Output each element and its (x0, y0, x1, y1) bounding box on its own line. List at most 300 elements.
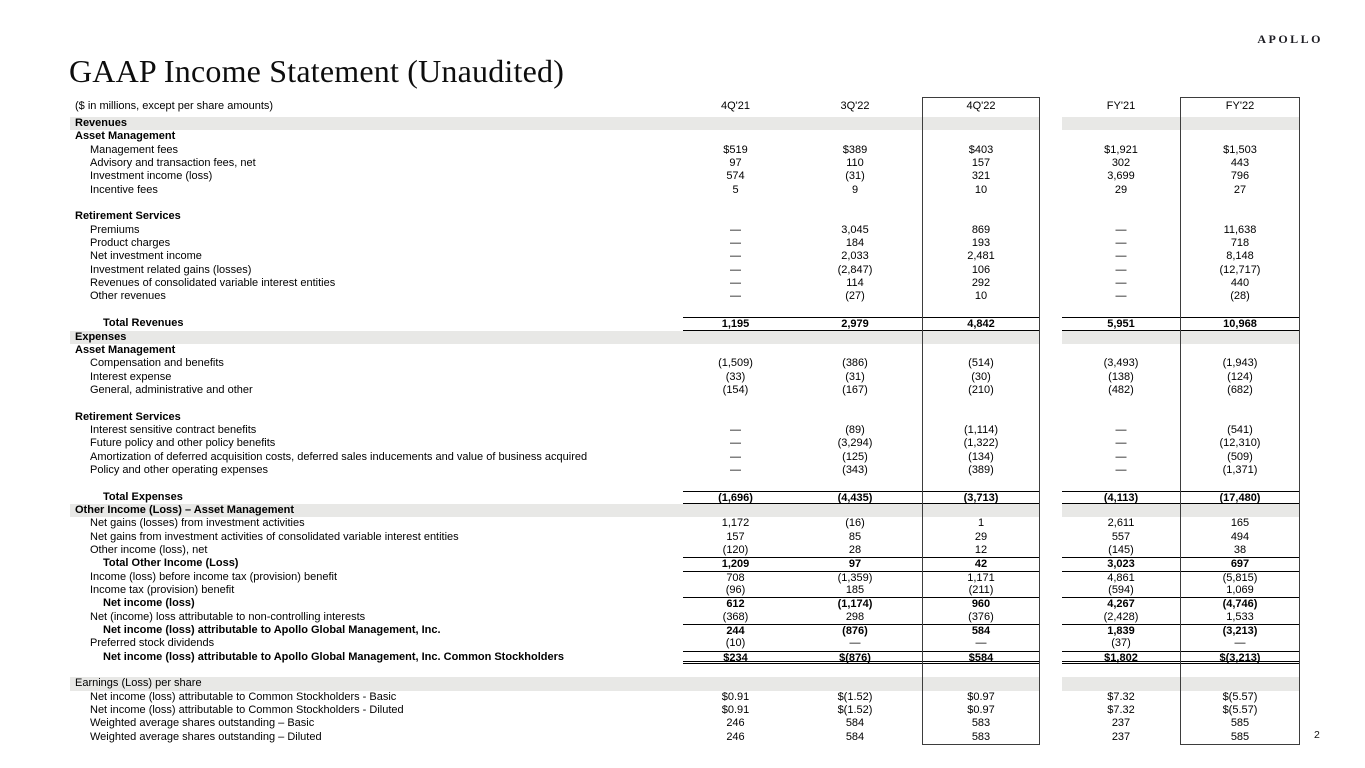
row-label: Future policy and other policy benefits (90, 437, 276, 450)
value-cell: (17,480) (1219, 491, 1261, 504)
row-label: Asset Management (75, 343, 176, 356)
value-cell: (1,943) (1222, 357, 1258, 370)
value-cell (922, 397, 1040, 410)
value-cell (1062, 677, 1180, 690)
quarter-value-group (683, 264, 1040, 277)
value-cell: (10) (725, 637, 746, 650)
value-cell: 237 (1111, 717, 1131, 730)
fy-value-group (1062, 384, 1300, 397)
value-cell (788, 197, 922, 210)
value-cell: — (1115, 290, 1127, 303)
column-gap (1040, 250, 1062, 263)
value-cell: (1,509) (718, 357, 753, 370)
table-row (70, 491, 1300, 504)
value-cell: (514) (968, 357, 994, 370)
row-label: Weighted average shares outstanding – Basic (90, 717, 315, 730)
apollo-logo: APOLLO (1257, 32, 1323, 46)
column-gap (1040, 210, 1062, 223)
value-cell (1180, 344, 1300, 357)
column-gap (1040, 97, 1062, 117)
row-label: Other revenues (90, 290, 166, 303)
table-row (70, 691, 1300, 704)
quarter-value-group (683, 477, 1040, 490)
value-cell: $584 (968, 651, 994, 664)
value-cell: 12 (974, 544, 988, 556)
value-cell: 298 (845, 610, 865, 623)
value-cell: (1,696) (718, 491, 753, 504)
value-cell (1180, 664, 1300, 677)
value-cell: (167) (842, 383, 868, 396)
column-gap (1040, 384, 1062, 397)
unit-note: ($ in millions, except per share amounts) (75, 100, 274, 112)
fy-value-group (1062, 184, 1300, 197)
column-gap (1040, 704, 1062, 717)
quarter-value-group (683, 224, 1040, 237)
value-cell: 1,839 (1107, 625, 1135, 638)
row-label: Net (income) loss attributable to non-controlling interests (90, 610, 366, 623)
value-cell: (389) (968, 463, 994, 476)
row-label: Other income (loss), net (90, 544, 208, 556)
value-cell (788, 677, 922, 690)
value-cell: 2,611 (1107, 517, 1135, 530)
value-cell: (2,847) (837, 263, 873, 276)
column-gap (1040, 677, 1062, 690)
quarter-value-group (683, 544, 1040, 557)
value-cell: (3,713) (963, 491, 999, 504)
value-cell: — (849, 637, 861, 650)
value-cell: — (1115, 250, 1127, 263)
value-cell: — (1115, 277, 1127, 290)
fy-value-group (1062, 157, 1300, 170)
value-cell: 193 (971, 237, 991, 250)
quarter-value-group (683, 704, 1040, 717)
value-cell (1062, 210, 1180, 223)
value-cell: 585 (1230, 730, 1250, 743)
value-cell: (4,435) (837, 491, 873, 504)
value-cell: (368) (722, 610, 749, 623)
value-cell (1062, 344, 1180, 357)
quarter-value-group (683, 651, 1040, 664)
value-cell (922, 117, 1040, 130)
value-cell: — (1115, 237, 1127, 250)
row-label: Weighted average shares outstanding – Diluted (90, 730, 322, 743)
table-row (70, 517, 1300, 530)
fy-value-group (1062, 651, 1300, 664)
value-cell: — (1115, 437, 1127, 450)
table-row (70, 184, 1300, 197)
row-label: Expenses (70, 331, 683, 344)
value-cell (788, 117, 922, 130)
value-cell: (96) (725, 584, 746, 597)
value-cell: 4,267 (1107, 598, 1135, 611)
row-label: Net investment income (90, 250, 202, 263)
value-cell: (5,815) (1222, 571, 1258, 584)
column-gap (1040, 331, 1062, 344)
value-cell: 246 (726, 717, 745, 730)
value-cell (788, 664, 922, 677)
value-cell: (682) (1227, 383, 1253, 396)
table-row (70, 371, 1300, 384)
quarter-value-group (683, 397, 1040, 410)
value-cell: (12,310) (1219, 437, 1261, 450)
value-cell: (27) (845, 290, 865, 303)
fy-value-group (1062, 451, 1300, 464)
column-gap (1040, 264, 1062, 277)
quarter-value-group (683, 144, 1040, 157)
value-cell: — (1115, 450, 1127, 463)
row-label: Revenues (70, 117, 683, 130)
value-cell: 42 (974, 558, 988, 571)
value-cell: 10 (974, 290, 988, 303)
quarter-value-group (683, 210, 1040, 223)
value-cell: (12,717) (1219, 263, 1261, 276)
row-label: Net gains (losses) from investment activities (90, 517, 305, 530)
table-row (70, 357, 1300, 370)
value-cell: (31) (845, 170, 865, 183)
row-label: Interest sensitive contract benefits (90, 423, 257, 436)
value-cell: (211) (968, 584, 994, 597)
row-label: Net gains from investment activities of consolidated variable interest entities (90, 530, 459, 543)
column-gap (1040, 130, 1062, 143)
column-gap (1040, 184, 1062, 197)
value-cell: (89) (845, 423, 865, 436)
quarter-value-group (683, 531, 1040, 544)
value-cell: $(1.52) (837, 690, 873, 703)
value-cell (922, 304, 1040, 317)
table-row (70, 557, 1300, 570)
value-cell (683, 331, 788, 344)
value-cell: 114 (846, 277, 864, 290)
value-cell: $0.97 (967, 704, 995, 717)
value-cell: $0.97 (967, 690, 995, 703)
column-gap (1040, 531, 1062, 544)
value-cell: 292 (971, 277, 991, 290)
column-gap (1040, 344, 1062, 357)
table-row (70, 117, 1300, 130)
quarter-value-group (683, 197, 1040, 210)
value-cell: 10,968 (1223, 318, 1257, 331)
fy-value-group (1062, 277, 1300, 290)
quarter-value-group (683, 597, 1040, 610)
column-gap (1040, 584, 1062, 597)
col-header-fy22: FY'22 (1225, 100, 1255, 112)
row-label: Retirement Services (75, 210, 181, 223)
fy-value-group (1062, 304, 1300, 317)
value-cell (1180, 677, 1300, 690)
value-cell (1062, 397, 1180, 410)
value-cell: (4,113) (1103, 491, 1139, 504)
value-cell: $403 (968, 143, 994, 156)
column-gap (1040, 517, 1062, 530)
column-gap (1040, 170, 1062, 183)
value-cell: (1,174) (837, 598, 873, 611)
row-label: Total Other Income (Loss) (103, 557, 239, 570)
table-row (70, 504, 1300, 517)
fy-value-group (1062, 344, 1300, 357)
column-gap (1040, 464, 1062, 477)
quarter-value-group (683, 691, 1040, 704)
table-row (70, 664, 1300, 677)
table-header-row (70, 97, 1300, 117)
value-cell: 796 (1230, 170, 1250, 183)
table-rows (70, 117, 1300, 744)
value-cell (788, 304, 922, 317)
col-header-4q21: 4Q'21 (720, 100, 750, 112)
value-cell: 869 (971, 223, 991, 236)
fy-value-group (1062, 331, 1300, 344)
fy-value-group (1062, 731, 1300, 744)
row-label: Net income (loss) attributable to Apollo Global Management, Inc. Common Stockholders (103, 650, 565, 663)
value-cell (683, 504, 788, 517)
value-cell (922, 504, 1040, 517)
value-cell (1180, 397, 1300, 410)
value-cell: $7.32 (1107, 704, 1135, 717)
page-number: 2 (1314, 729, 1320, 741)
value-cell: 29 (1114, 183, 1128, 196)
value-cell (788, 397, 922, 410)
value-cell: (145) (1108, 544, 1134, 556)
value-cell: 28 (848, 544, 862, 556)
table-row (70, 651, 1300, 664)
table-row (70, 290, 1300, 303)
value-cell: (138) (1108, 370, 1134, 383)
row-label: Earnings (Loss) per share (70, 677, 683, 690)
column-gap (1040, 597, 1062, 610)
table-row (70, 304, 1300, 317)
value-cell: (1,322) (963, 437, 999, 450)
fy-value-group (1062, 224, 1300, 237)
value-cell (1180, 477, 1300, 490)
value-cell: (386) (842, 357, 868, 370)
value-cell: (30) (971, 370, 991, 383)
income-statement-table (70, 97, 1300, 744)
row-label: Income (loss) before income tax (provision) benefit (90, 570, 337, 583)
value-cell: 440 (1230, 277, 1250, 290)
value-cell: (482) (1108, 383, 1134, 396)
fy-value-group (1062, 144, 1300, 157)
row-label: Net income (loss) attributable to Common Stockholders - Basic (90, 690, 397, 703)
fy-value-group (1062, 704, 1300, 717)
quarter-value-group (683, 411, 1040, 424)
value-cell: 1,195 (721, 318, 750, 331)
value-cell: 583 (971, 730, 991, 743)
quarter-value-group (683, 464, 1040, 477)
value-cell: 2,481 (967, 250, 995, 263)
table-row (70, 717, 1300, 730)
value-cell: 165 (1230, 517, 1250, 530)
row-label: Product charges (90, 237, 171, 250)
fy-value-group (1062, 357, 1300, 370)
value-cell: 584 (845, 730, 865, 743)
value-cell (1180, 504, 1300, 517)
value-cell: (16) (845, 517, 865, 530)
value-cell: 494 (1230, 530, 1250, 543)
table-row (70, 130, 1300, 143)
fy-value-group (1062, 117, 1300, 130)
quarter-value-group (683, 290, 1040, 303)
column-gap (1040, 437, 1062, 450)
column-gap (1040, 691, 1062, 704)
column-gap (1040, 611, 1062, 624)
row-label: Management fees (90, 143, 179, 156)
fy-value-group (1062, 477, 1300, 490)
column-gap (1040, 557, 1062, 570)
quarter-value-group (683, 731, 1040, 744)
value-cell: 237 (1111, 730, 1131, 743)
value-cell: — (730, 290, 741, 303)
column-gap (1040, 651, 1062, 664)
value-cell: — (730, 437, 741, 450)
fy-value-group (1062, 517, 1300, 530)
table-row (70, 677, 1300, 690)
value-cell (788, 344, 922, 357)
fy-value-group (1062, 557, 1300, 570)
value-cell: 585 (1230, 717, 1250, 730)
row-label: Revenues of consolidated variable interest entities (90, 277, 336, 290)
value-cell: (376) (968, 610, 994, 623)
value-cell: 27 (1233, 183, 1247, 196)
value-cell (1062, 130, 1180, 143)
value-cell: 2,979 (841, 318, 869, 331)
value-cell: — (730, 250, 741, 263)
quarter-value-group (683, 717, 1040, 730)
value-cell: 246 (726, 730, 745, 743)
value-cell: 29 (974, 530, 988, 543)
value-cell (1180, 197, 1300, 210)
quarter-value-group (683, 557, 1040, 570)
fy-value-group (1062, 611, 1300, 624)
value-cell: 1 (977, 517, 985, 530)
value-cell: (134) (968, 450, 994, 463)
value-cell: 584 (845, 717, 865, 730)
value-cell: $(1.52) (837, 704, 873, 717)
quarter-header-group (683, 97, 1040, 117)
row-label: Investment income (loss) (90, 170, 213, 183)
value-cell: 557 (1111, 530, 1131, 543)
fy-value-group (1062, 504, 1300, 517)
fy-value-group (1062, 584, 1300, 597)
value-cell: 1,172 (721, 517, 750, 530)
value-cell: 5 (732, 183, 739, 196)
value-cell: 697 (1230, 558, 1250, 571)
column-gap (1040, 504, 1062, 517)
table-row (70, 237, 1300, 250)
quarter-value-group (683, 117, 1040, 130)
row-label: Premiums (90, 223, 140, 236)
value-cell (1062, 304, 1180, 317)
value-cell: 97 (848, 558, 862, 571)
value-cell: $(3,213) (1219, 651, 1261, 664)
value-cell: $1,921 (1104, 143, 1138, 156)
fy-value-group (1062, 424, 1300, 437)
quarter-value-group (683, 571, 1040, 584)
value-cell (683, 397, 788, 410)
column-gap (1040, 197, 1062, 210)
column-gap (1040, 157, 1062, 170)
fy-value-group (1062, 317, 1300, 330)
table-row (70, 531, 1300, 544)
row-label: Incentive fees (90, 183, 158, 196)
value-cell: (33) (725, 370, 746, 383)
column-gap (1040, 477, 1062, 490)
value-cell (922, 477, 1040, 490)
value-cell: 157 (971, 157, 991, 170)
value-cell: $234 (723, 651, 748, 664)
column-gap (1040, 424, 1062, 437)
column-gap (1040, 411, 1062, 424)
value-cell: (2,428) (1103, 610, 1139, 623)
value-cell (1062, 197, 1180, 210)
fy-value-group (1062, 130, 1300, 143)
value-cell: 10 (974, 183, 988, 196)
fy-value-group (1062, 491, 1300, 504)
row-label: Preferred stock dividends (90, 637, 215, 650)
value-cell (788, 504, 922, 517)
quarter-value-group (683, 384, 1040, 397)
table-row (70, 344, 1300, 357)
fy-value-group (1062, 237, 1300, 250)
quarter-value-group (683, 624, 1040, 637)
fy-value-group (1062, 371, 1300, 384)
table-row (70, 224, 1300, 237)
row-label: Compensation and benefits (90, 357, 224, 370)
value-cell: 106 (971, 263, 991, 276)
quarter-value-group (683, 157, 1040, 170)
quarter-value-group (683, 424, 1040, 437)
fy-value-group (1062, 691, 1300, 704)
value-cell: 3,699 (1107, 170, 1135, 183)
value-cell (1062, 504, 1180, 517)
value-cell (1062, 477, 1180, 490)
quarter-value-group (683, 170, 1040, 183)
value-cell: (124) (1227, 370, 1253, 383)
column-gap (1040, 144, 1062, 157)
value-cell (683, 130, 788, 143)
column-gap (1040, 624, 1062, 637)
fy-value-group (1062, 170, 1300, 183)
fy-value-group (1062, 597, 1300, 610)
value-cell (1180, 117, 1300, 130)
value-cell: 583 (971, 717, 991, 730)
value-cell: — (1234, 637, 1246, 650)
quarter-value-group (683, 451, 1040, 464)
table-row (70, 170, 1300, 183)
col-header-fy21: FY'21 (1106, 100, 1136, 112)
value-cell: 4,861 (1107, 571, 1135, 584)
column-gap (1040, 544, 1062, 557)
value-cell: $389 (842, 143, 868, 156)
table-row (70, 464, 1300, 477)
value-cell (1062, 411, 1180, 424)
table-row (70, 637, 1300, 650)
column-gap (1040, 357, 1062, 370)
value-cell (683, 344, 788, 357)
value-cell: (1,371) (1222, 463, 1258, 476)
value-cell: 1,171 (967, 571, 995, 584)
quarter-value-group (683, 437, 1040, 450)
value-cell: $519 (723, 143, 748, 156)
value-cell: 8,148 (1226, 250, 1254, 263)
row-label: Asset Management (75, 130, 176, 143)
value-cell (788, 331, 922, 344)
value-cell: — (730, 237, 741, 250)
value-cell: 321 (971, 170, 991, 183)
table-row (70, 277, 1300, 290)
value-cell (683, 411, 788, 424)
value-cell: — (1115, 263, 1127, 276)
table-row (70, 424, 1300, 437)
fy-value-group (1062, 397, 1300, 410)
